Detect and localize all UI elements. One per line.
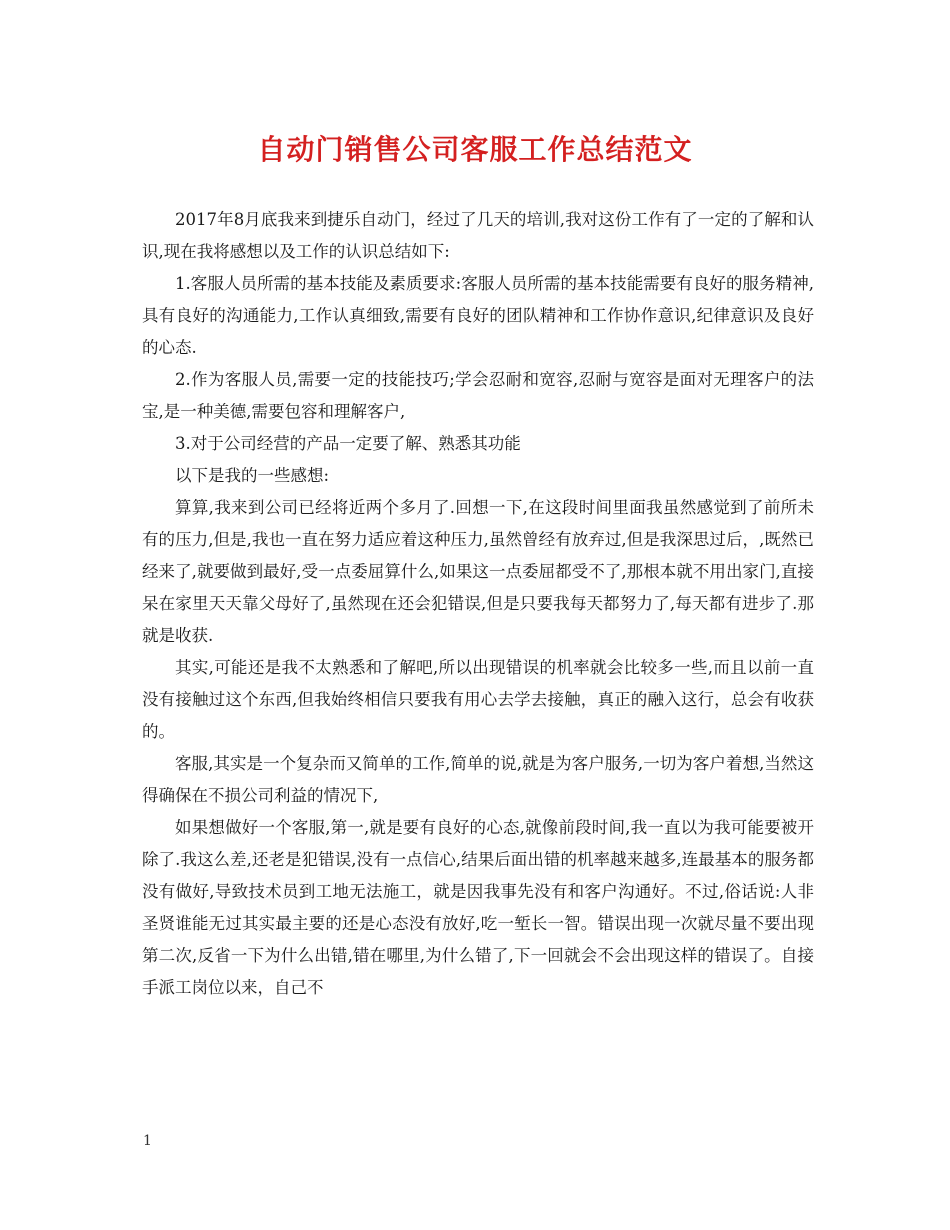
document-body	[142, 204, 814, 1004]
paragraph: 以下是我的一些感想:	[175, 466, 330, 485]
paragraph: 算算,我来到公司已经将近两个多月了.回想一下,在这段时间里面我虽然感觉到了前所未有的压力,但是,我也一直在努力适应着这种压力,虽然曾经有放弃过,但是我深思过后，,既然已经来了,就要做到最好,受一点委屈算什么,如果这一点委屈都受不了,那根本就不用出家门,直接呆在家里天天靠父母好了,虽然现在还会犯错误,但是只要我每天都努力了,每天都有进步了.那就是收获.	[142, 498, 814, 645]
paragraph: 2.作为客服人员,需要一定的技能技巧;学会忍耐和宽容,忍耐与宽容是面对无理客户的法宝,是一种美德,需要包容和理解客户,	[142, 370, 814, 421]
paragraph: 客服,其实是一个复杂而又简单的工作,简单的说,就是为客户服务,一切为客户着想,当然这得确保在不损公司利益的情况下,	[142, 754, 814, 805]
paragraph: 2017年8月底我来到捷乐自动门，经过了几天的培训,我对这份工作有了一定的了解和认识,现在我将感想以及工作的认识总结如下:	[142, 210, 814, 261]
paragraph: 如果想做好一个客服,第一,就是要有良好的心态,就像前段时间,我一直以为我可能要被开除了.我这么差,还老是犯错误,没有一点信心,结果后面出错的机率越来越多,连最基本的服务都没有做好,导致技术员到工地无法施工，就是因我事先没有和客户沟通好。不过,俗话说:人非圣贤谁能无过其实最主要的还是心态没有放好,吃一堑长一智。错误出现一次就尽量不要出现第二次,反省一下为什么出错,错在哪里,为什么错了,下一回就会不会出现这样的错误了。自接手派工岗位以来，自己不	[142, 818, 814, 997]
page-number: 1	[143, 1133, 152, 1149]
paragraph: 3.对于公司经营的产品一定要了解、熟悉其功能	[175, 434, 521, 453]
paragraph: 1.客服人员所需的基本技能及素质要求:客服人员所需的基本技能需要有良好的服务精神,具有良好的沟通能力,工作认真细致,需要有良好的团队精神和工作协作意识,纪律意识及良好的心态.	[142, 274, 814, 357]
paragraph: 其实,可能还是我不太熟悉和了解吧,所以出现错误的机率就会比较多一些,而且以前一直没有接触过这个东西,但我始终相信只要我有用心去学去接触，真正的融入这行，总会有收获的。	[142, 658, 814, 741]
document-title: 自动门销售公司客服工作总结范文	[257, 133, 693, 166]
